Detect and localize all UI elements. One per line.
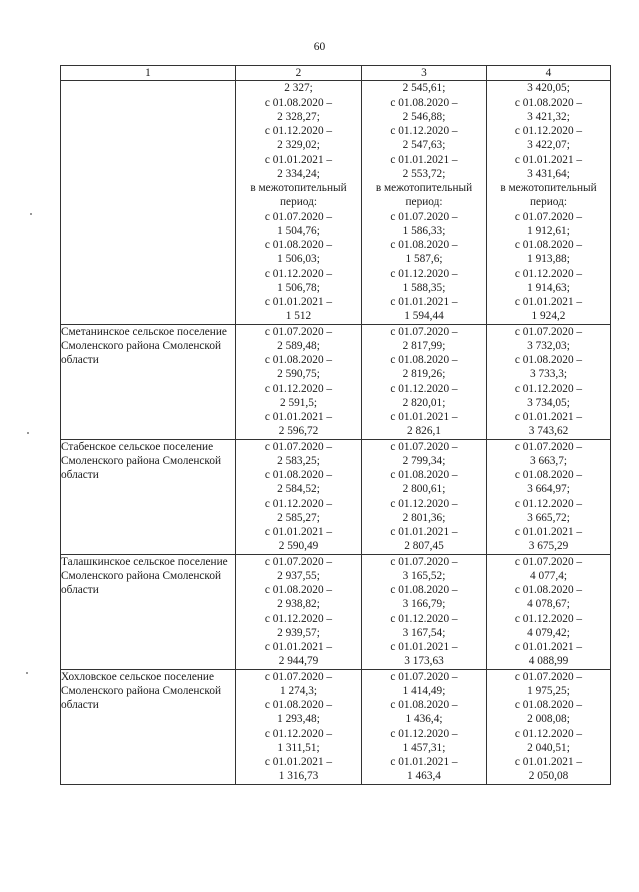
settlement-name xyxy=(61,81,236,324)
tariff-col4: с 01.07.2020 – 3 663,7; с 01.08.2020 – 3 664,97; с 01.12.2020 – 3 665,72; с 01.01.2021 – 3 675,29 xyxy=(487,439,611,554)
tariff-col2: с 01.07.2020 – 2 583,25; с 01.08.2020 – 2 584,52; с 01.12.2020 – 2 585,27; с 01.01.2021 – 2 590,49 xyxy=(236,439,362,554)
column-header-1: 1 xyxy=(61,66,236,81)
table-row xyxy=(61,669,611,784)
column-header-3: 3 xyxy=(362,66,487,81)
tariff-col3: с 01.07.2020 – 3 165,52; с 01.08.2020 – 3 166,79; с 01.12.2020 – 3 167,54; с 01.01.2021 – 3 173,63 xyxy=(362,554,487,669)
tariff-col4: 3 420,05; с 01.08.2020 – 3 421,32; с 01.12.2020 – 3 422,07; с 01.01.2021 – 3 431,64; в межотопительный период: с 01.07.2020 – 1 912,61; с 01.08.2020 – 1 913,88; с 01.12.2020 – 1 914,63; с 01.01.2021 – 1 924,2 xyxy=(487,81,611,324)
column-header-4: 4 xyxy=(487,66,611,81)
table-row xyxy=(61,324,611,439)
tariff-col2: с 01.07.2020 – 2 589,48; с 01.08.2020 – 2 590,75; с 01.12.2020 – 2 591,5; с 01.01.2021 – 2 596,72 xyxy=(236,324,362,439)
tariff-col4: с 01.07.2020 – 4 077,4; с 01.08.2020 – 4 078,67; с 01.12.2020 – 4 079,42; с 01.01.2021 – 4 088,99 xyxy=(487,554,611,669)
tariff-col4: с 01.07.2020 – 1 975,25; с 01.08.2020 – 2 008,08; с 01.12.2020 – 2 040,51; с 01.01.2021 – 2 050,08 xyxy=(487,669,611,784)
tariff-table xyxy=(60,65,611,785)
tariff-col3: с 01.07.2020 – 2 817,99; с 01.08.2020 – 2 819,26; с 01.12.2020 – 2 820,01; с 01.01.2021 – 2 826,1 xyxy=(362,324,487,439)
tariff-col3: с 01.07.2020 – 2 799,34; с 01.08.2020 – 2 800,61; с 01.12.2020 – 2 801,36; с 01.01.2021 – 2 807,45 xyxy=(362,439,487,554)
tariff-col2: с 01.07.2020 – 2 937,55; с 01.08.2020 – 2 938,82; с 01.12.2020 – 2 939,57; с 01.01.2021 – 2 944,79 xyxy=(236,554,362,669)
settlement-name: Хохловское сельское поселение Смоленского района Смоленской области xyxy=(61,669,236,784)
scan-speck xyxy=(26,672,28,674)
page-number: 60 xyxy=(313,41,326,53)
tariff-col2: с 01.07.2020 – 1 274,3; с 01.08.2020 – 1 293,48; с 01.12.2020 – 1 311,51; с 01.01.2021 – 1 316,73 xyxy=(236,669,362,784)
settlement-name: Талашкинское сельское поселение Смоленского района Смоленской области xyxy=(61,554,236,669)
settlement-name: Сметанинское сельское поселение Смоленского района Смоленской области xyxy=(61,324,236,439)
tariff-col2: 2 327; с 01.08.2020 – 2 328,27; с 01.12.2020 – 2 329,02; с 01.01.2021 – 2 334,24; в межотопительный период: с 01.07.2020 – 1 504,76; с 01.08.2020 – 1 506,03; с 01.12.2020 – 1 506,78; с 01.01.2021 – 1 512 xyxy=(236,81,362,324)
table-row xyxy=(61,554,611,669)
table-row xyxy=(61,439,611,554)
tariff-col3: 2 545,61; с 01.08.2020 – 2 546,88; с 01.12.2020 – 2 547,63; с 01.01.2021 – 2 553,72; в межотопительный период: с 01.07.2020 – 1 586,33; с 01.08.2020 – 1 587,6; с 01.12.2020 – 1 588,35; с 01.01.2021 – 1 594,44 xyxy=(362,81,487,324)
column-header-2: 2 xyxy=(236,66,362,81)
tariff-col3: с 01.07.2020 – 1 414,49; с 01.08.2020 – 1 436,4; с 01.12.2020 – 1 457,31; с 01.01.2021 – 1 463,4 xyxy=(362,669,487,784)
scan-speck xyxy=(30,213,32,215)
tariff-col4: с 01.07.2020 – 3 732,03; с 01.08.2020 – 3 733,3; с 01.12.2020 – 3 734,05; с 01.01.2021 – 3 743,62 xyxy=(487,324,611,439)
scan-speck xyxy=(27,432,29,434)
header-row xyxy=(61,66,611,81)
table-row xyxy=(61,81,611,324)
settlement-name: Стабенское сельское поселение Смоленского района Смоленской области xyxy=(61,439,236,554)
